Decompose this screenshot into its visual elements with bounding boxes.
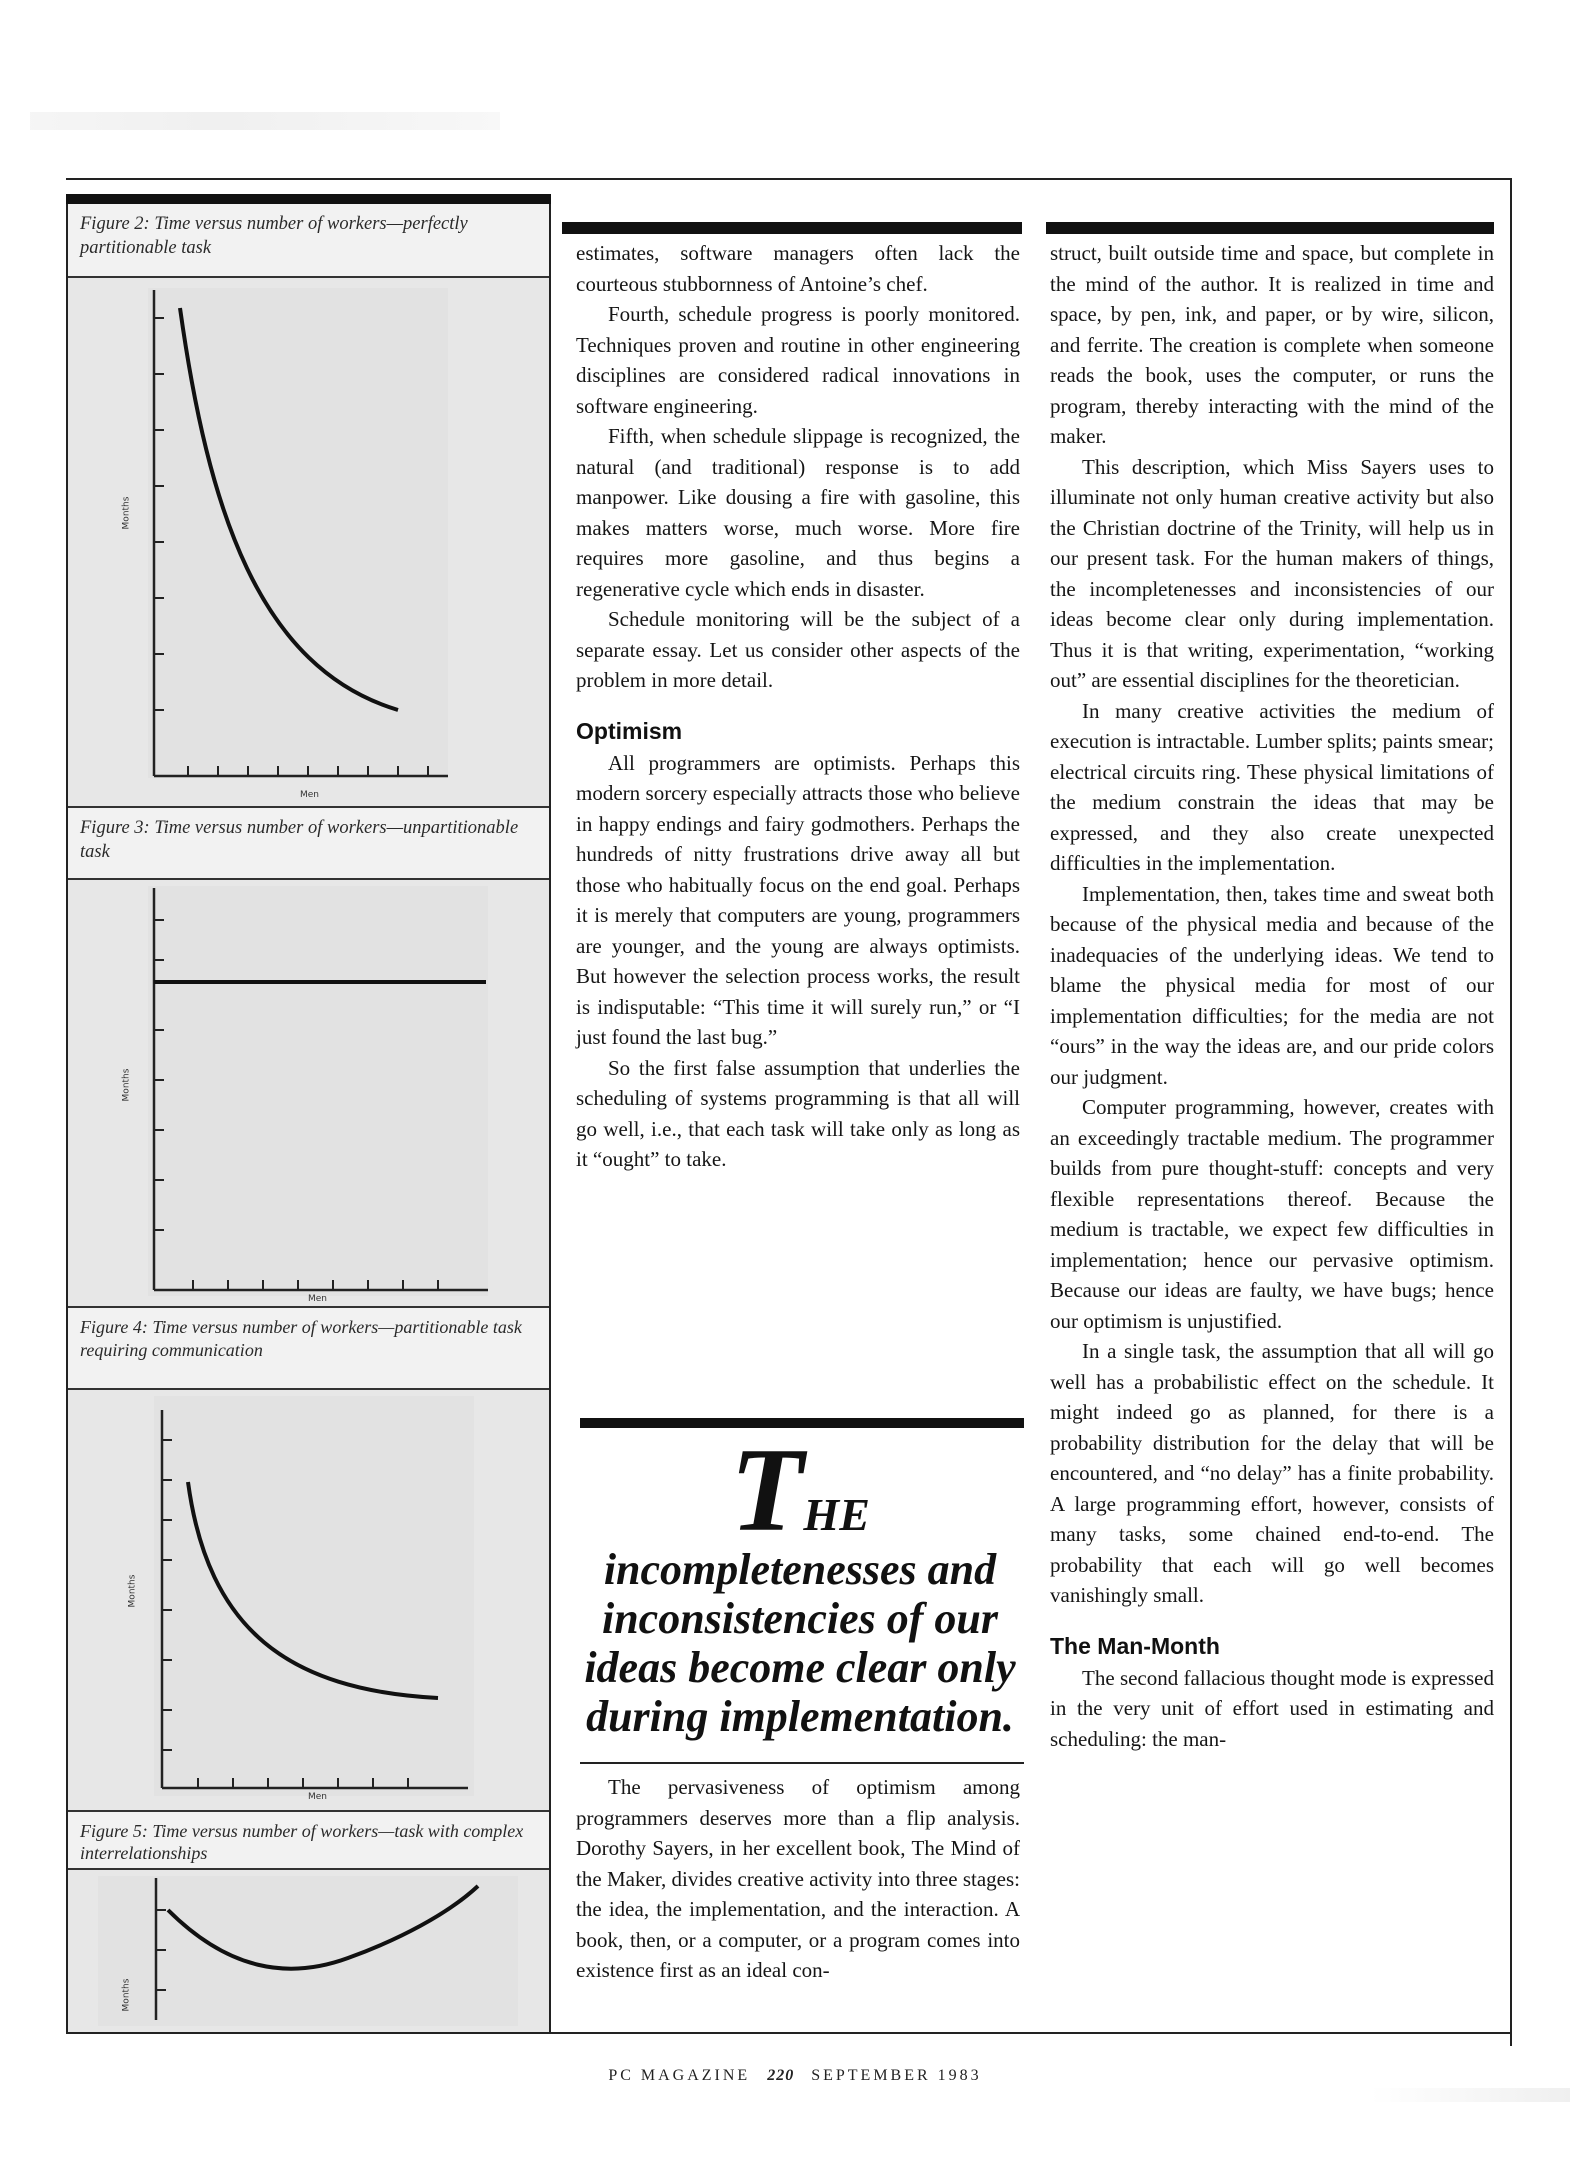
figure-3-plot bbox=[68, 880, 549, 1306]
column-1 bbox=[576, 238, 1020, 1175]
col2-paragraph-4: Implementation, then, takes time and sweat both because of the physical media and because of the inadequacies of the underlying ideas. We tend to blame the physical media for most of our implementation difficulties; for the media are not “ours” in the way the ideas are, and our pride colors our judgment. bbox=[1050, 881, 1494, 1089]
figure-4-chart bbox=[68, 1390, 549, 1810]
col1-paragraph-3: Fifth, when schedule slippage is recognized, the natural (and traditional) response is to add manpower. Like dousing a fire with gasoline, this makes matters worse, much worse. More fire requires more gasoline, and thus begins a regenerative cycle which ends in disaster. bbox=[576, 424, 1020, 601]
col1-paragraph-2: Fourth, schedule progress is poorly monitored. Techniques proven and routine in other engineering disciplines are considered radical innovations in software engineering. bbox=[576, 302, 1020, 418]
footer-date: SEPTEMBER 1983 bbox=[811, 2067, 982, 2084]
footer-rule bbox=[100, 2032, 1512, 2034]
col1-paragraph-7: The pervasiveness of optimism among programmers deserves more than a flip analysis. Dorothy Sayers, in her excellent book, The Mind of the Maker, divides creative activity into three stages: the idea, the implementation, and the interaction. A book, then, or a computer, or a program comes into existence first as an ideal con- bbox=[576, 1775, 1020, 1982]
figure-4-ylabel: Months bbox=[127, 1574, 138, 1608]
footer-magazine: PC MAGAZINE bbox=[608, 2067, 751, 2084]
figure-4-xlabel: Men bbox=[308, 1792, 328, 1802]
heading-optimism: Optimism bbox=[576, 717, 683, 744]
scan-smudge bbox=[30, 112, 500, 130]
col2-paragraph-3: In many creative activities the medium of execution is intractable. Lumber splits; paints smear; electrical circuits ring. These physical limitations of the medium constrain the ideas that may be expressed, and they also create unexpected difficulties in the implementation. bbox=[1050, 698, 1494, 875]
scan-fade bbox=[1370, 2088, 1570, 2102]
col2-paragraph-1: struct, built outside time and space, but complete in the mind of the author. It is realized in time and space, by pen, ink, and paper, or by wire, silicon, and ferrite. The creation is complete when someone reads the book, uses the computer, or runs the program, thereby interacting with the mind of the maker. bbox=[1050, 241, 1494, 448]
figure-3-ylabel: Months bbox=[121, 1068, 132, 1102]
figure-5-caption: Figure 5: Time versus number of workers—task with complex interrelationships bbox=[68, 1810, 549, 1870]
figure-3-caption: Figure 3: Time versus number of workers—unpartitionable task bbox=[68, 806, 549, 880]
figure-3-chart bbox=[68, 880, 549, 1306]
figure-2-ylabel: Months bbox=[121, 496, 132, 530]
column-1-bottom bbox=[576, 1772, 1020, 1986]
pullquote-drop-rest: HE bbox=[803, 1489, 870, 1540]
figure-5-ylabel: Months bbox=[121, 1978, 132, 2012]
figure-2-caption: Figure 2: Time versus number of workers—perfectly partitionable task bbox=[68, 204, 549, 278]
pullquote-drop-cap: T bbox=[730, 1423, 804, 1556]
pull-quote bbox=[580, 1423, 1020, 1741]
figures-panel bbox=[66, 194, 551, 2034]
col2-paragraph-5: Computer programming, however, creates with an exceedingly tractable medium. The programmer builds from pure thought-stuff: concepts and very flexible representations thereof. Because the medium is tractable, we expect few difficulties in implementation; hence our pervasive optimism. Because our ideas are faulty, we have bugs; hence our optimism is unjustified. bbox=[1050, 1095, 1494, 1333]
figure-2-xlabel: Men bbox=[300, 790, 320, 800]
col1-paragraph-5: All programmers are optimists. Perhaps this modern sorcery especially attracts those who believe in happy endings and fairy godmothers. Perhaps the hundreds of nitty frustrations drive away all but those who habitually focus on the end goal. Perhaps it is merely that computers are young, programmers are younger, and the young are always optimists. But however the selection process works, the result is indisputable: “This time it will surely run,” or “I just found the last bug.” bbox=[576, 750, 1020, 1049]
pullquote-bottom-rule bbox=[580, 1762, 1024, 1764]
heading-man-month: The Man-Month bbox=[1050, 1632, 1220, 1659]
column-2-top-rule bbox=[1046, 222, 1494, 234]
figures-topbar bbox=[66, 194, 551, 204]
col2-paragraph-2: This description, which Miss Sayers uses to illuminate not only human creative activity but also the Christian doctrine of the Trinity, will help us in our present task. For the human makers of things, the incompletenesses and inconsistencies of our ideas become clear only during implementation. Thus it is that writing, experimentation, “working out” are essential disciplines for the theoretician. bbox=[1050, 454, 1494, 692]
figure-2-plot bbox=[68, 278, 549, 806]
figure-5-chart bbox=[68, 1870, 549, 2032]
col1-paragraph-6: So the first false assumption that underlies the scheduling of systems programming is that all will go well, i.e., that each task will take only as long as it “ought” to take. bbox=[576, 1055, 1020, 1171]
footer-page-number: 220 bbox=[767, 2067, 795, 2084]
figure-4-plot bbox=[68, 1390, 549, 1810]
figure-2-chart bbox=[68, 278, 549, 806]
page-footer bbox=[0, 2067, 1590, 2085]
figure-3-xlabel: Men bbox=[308, 1294, 328, 1304]
col1-paragraph-4: Schedule monitoring will be the subject of a separate essay. Let us consider other aspects of the problem in more detail. bbox=[576, 607, 1020, 692]
figure-5-plot bbox=[68, 1870, 549, 2032]
figure-4-caption: Figure 4: Time versus number of workers—partitionable task requiring communication bbox=[68, 1306, 549, 1390]
col1-paragraph-1: estimates, software managers often lack the courteous stubbornness of Antoine’s chef. bbox=[576, 241, 1020, 296]
col2-paragraph-6: In a single task, the assumption that all will go well has a probabilistic effect on the schedule. It might indeed go as planned, for there is a probability distribution for the delay that will be encountered, and “no delay” has a finite probability. A large programming effort, however, consists of many tasks, some chained end-to-end. The probability that each will go well becomes vanishingly small. bbox=[1050, 1339, 1494, 1607]
pullquote-text: incompletenesses and inconsistencies of our ideas become clear only during implementation. bbox=[584, 1545, 1016, 1741]
column-1-top-rule bbox=[562, 222, 1022, 234]
column-2 bbox=[1050, 238, 1494, 1754]
col2-paragraph-7: The second fallacious thought mode is expressed in the very unit of effort used in estimating and scheduling: the man- bbox=[1050, 1665, 1494, 1751]
